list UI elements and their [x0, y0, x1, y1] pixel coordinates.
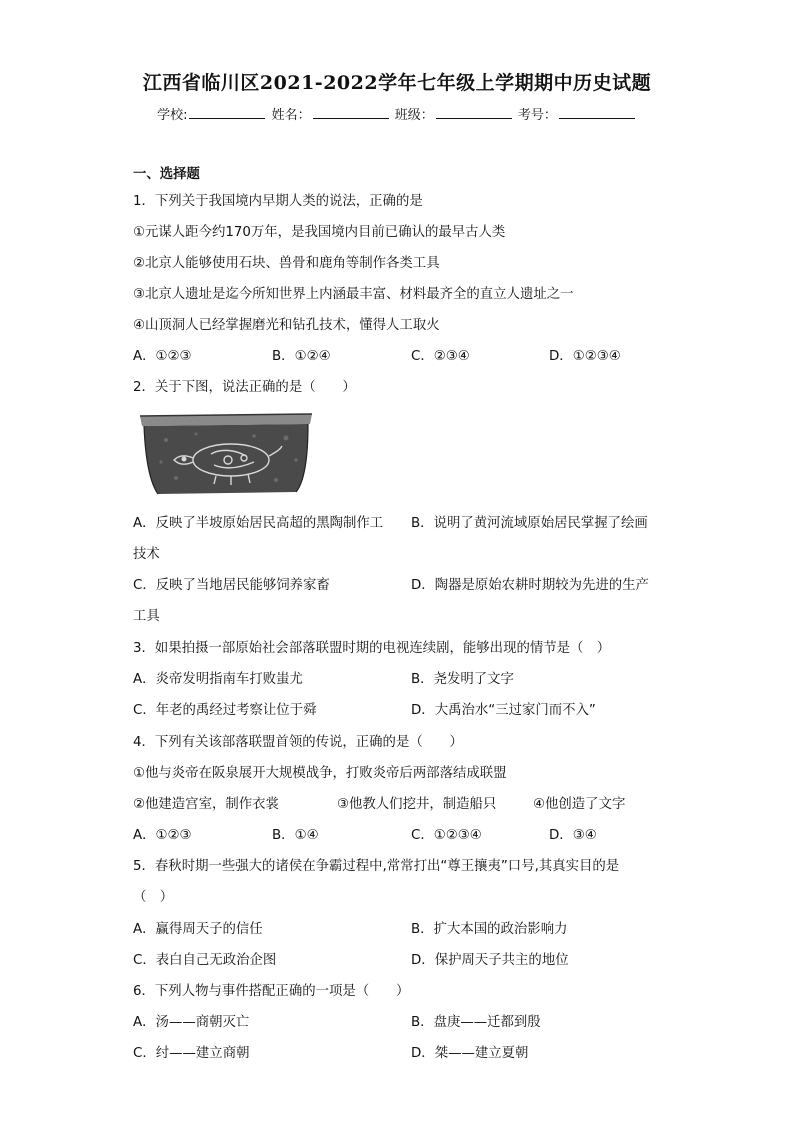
- q4-option-a[interactable]: A．①②③: [133, 828, 192, 843]
- q4-option-b[interactable]: B．①④: [272, 828, 319, 843]
- q4-item-4: ④他创造了文字: [533, 797, 626, 812]
- school-label: 学校:: [157, 108, 188, 123]
- q4-item-3: ③他教人们挖井，制造船只: [337, 797, 497, 812]
- q1-stem: 1．下列关于我国境内早期人类的说法，正确的是: [133, 194, 423, 209]
- q1-item-2: ②北京人能够使用石块、兽骨和鹿角等制作各类工具: [133, 256, 440, 271]
- q1-item-3: ③北京人遗址是迄今所知世界上内涵最丰富、材料最齐全的直立人遗址之一: [133, 287, 574, 302]
- section-heading: 一、选择题: [133, 167, 200, 182]
- q2-option-b[interactable]: B．说明了黄河流域原始居民掌握了绘画: [411, 516, 648, 531]
- q5-option-c[interactable]: C．表白自己无政治企图: [133, 953, 277, 968]
- q3-option-d[interactable]: D．大禹治水“三过家门而不入”: [411, 703, 596, 718]
- q3-stem: 3．如果拍摄一部原始社会部落联盟时期的电视连续剧，能够出现的情节是（ ）: [133, 641, 611, 656]
- q1-option-b[interactable]: B．①②④: [272, 349, 331, 364]
- name-label: 姓名：: [271, 108, 311, 123]
- q5-stem: 5．春秋时期一些强大的诸侯在争霸过程中,常常打出“尊王攘夷”口号,其真实目的是: [133, 859, 620, 874]
- q1-item-4: ④山顶洞人已经掌握磨光和钻孔技术，懂得人工取火: [133, 318, 440, 333]
- q6-option-b[interactable]: B．盘庚——迁都到殷: [411, 1015, 541, 1030]
- q1-item-1: ①元谋人距今约170万年，是我国境内目前已确认的最早古人类: [133, 225, 506, 240]
- q6-option-c[interactable]: C．纣——建立商朝: [133, 1046, 250, 1061]
- q4-option-c[interactable]: C．①②③④: [411, 828, 482, 843]
- q2-option-c[interactable]: C．反映了当地居民能够饲养家畜: [133, 578, 330, 593]
- page-title: 江西省临川区2021-2022学年七年级上学期期中历史试题: [142, 72, 652, 94]
- q3-option-c[interactable]: C．年老的禹经过考察让位于舜: [133, 703, 317, 718]
- pottery-basin-image: [136, 410, 316, 502]
- q6-option-d[interactable]: D．桀——建立夏朝: [411, 1046, 529, 1061]
- q2-option-wrap-1: 技术: [133, 547, 160, 562]
- q5-option-d[interactable]: D．保护周天子共主的地位: [411, 953, 569, 968]
- q2-option-wrap-2: 工具: [133, 609, 160, 624]
- exam-number-label: 考号：: [517, 108, 557, 123]
- student-info-row: [0, 104, 794, 123]
- school-blank[interactable]: [189, 106, 265, 119]
- q5-option-b[interactable]: B．扩大本国的政治影响力: [411, 922, 568, 937]
- q6-stem: 6．下列人物与事件搭配正确的一项是（ ）: [133, 984, 410, 999]
- q1-option-a[interactable]: A．①②③: [133, 349, 192, 364]
- q4-item-2: ②他建造宫室，制作衣裳: [133, 797, 279, 812]
- q1-option-d[interactable]: D．①②③④: [549, 349, 621, 364]
- exam-number-blank[interactable]: [559, 106, 635, 119]
- q3-option-a[interactable]: A．炎帝发明指南车打败蚩尤: [133, 672, 303, 687]
- q4-stem: 4．下列有关该部落联盟首领的传说，正确的是（ ）: [133, 735, 463, 750]
- class-label: 班级：: [394, 108, 434, 123]
- q1-option-c[interactable]: C．②③④: [411, 349, 470, 364]
- q2-option-a[interactable]: A．反映了半坡原始居民高超的黑陶制作工: [133, 516, 384, 531]
- q4-item-1: ①他与炎帝在阪泉展开大规模战争，打败炎帝后两部落结成联盟: [133, 766, 507, 781]
- q5-option-a[interactable]: A．赢得周天子的信任: [133, 922, 263, 937]
- q4-option-d[interactable]: D．③④: [549, 828, 597, 843]
- q2-stem: 2．关于下图，说法正确的是（ ）: [133, 380, 356, 395]
- q2-option-d[interactable]: D．陶器是原始农耕时期较为先进的生产: [411, 578, 649, 593]
- q6-option-a[interactable]: A．汤——商朝灭亡: [133, 1015, 250, 1030]
- class-blank[interactable]: [436, 106, 512, 119]
- q3-option-b[interactable]: B．尧发明了文字: [411, 672, 514, 687]
- q5-stem-wrap: （ ）: [133, 890, 174, 905]
- name-blank[interactable]: [313, 106, 389, 119]
